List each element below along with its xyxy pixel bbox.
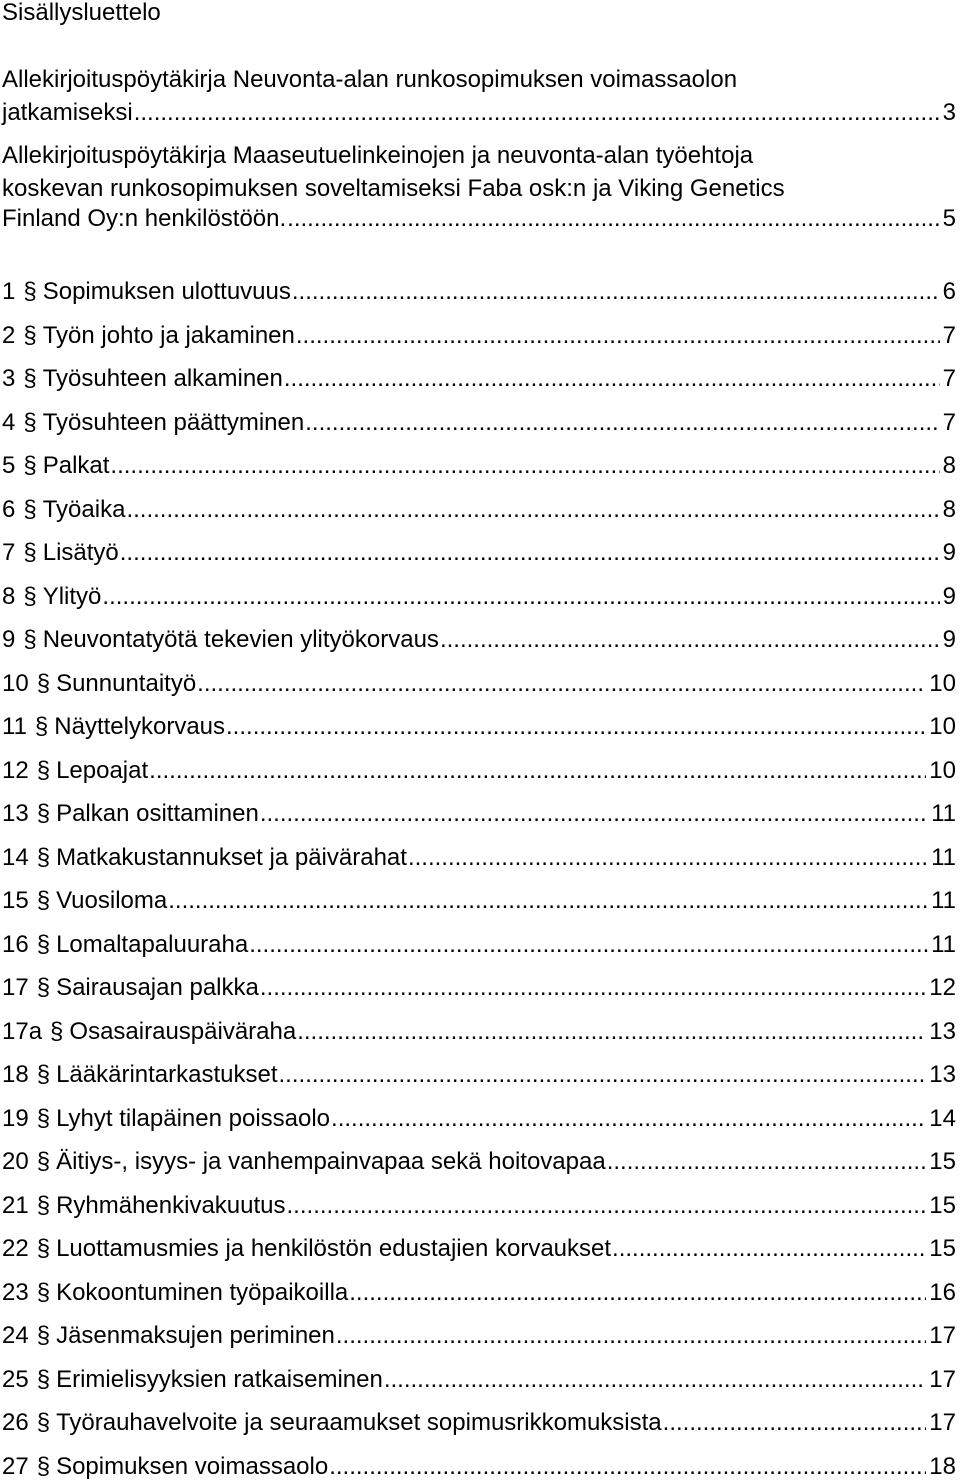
toc-entry-number: 2 <box>2 321 16 349</box>
dot-leader <box>134 98 940 128</box>
toc-entry-title: Ryhmähenkivakuutus <box>56 1191 286 1219</box>
section-sign-icon: § <box>36 1409 51 1436</box>
section-sign-icon: § <box>36 843 51 871</box>
toc-entry-title: Äitiys-, isyys- ja vanhempainvapaa sekä hoitovapaa <box>56 1148 606 1175</box>
dot-leader <box>287 1191 927 1221</box>
toc-entry[interactable] <box>2 843 956 873</box>
toc-entry[interactable] <box>2 538 956 568</box>
toc-entry-number: 17 <box>2 974 29 1001</box>
toc-entry[interactable] <box>2 669 956 699</box>
toc-page-number: 3 <box>942 99 956 126</box>
toc-page-number: 14 <box>929 1104 956 1132</box>
toc-page-number: 9 <box>942 582 956 610</box>
toc-entry-number: 5 <box>2 452 16 479</box>
dot-leader <box>297 1017 926 1047</box>
toc-intro-line: koskevan runkosopimuksen soveltamiseksi Faba osk:n ja Viking Genetics <box>2 175 785 202</box>
toc-entry[interactable] <box>2 321 956 351</box>
toc-entry[interactable] <box>2 930 956 960</box>
toc-entry-number: 1 <box>2 278 16 305</box>
toc-entry-title: Osasairauspäiväraha <box>69 1017 297 1045</box>
toc-entry-number: 22 <box>2 1235 29 1262</box>
dot-leader <box>260 973 926 1003</box>
toc-page-number: 9 <box>942 539 956 566</box>
toc-entry[interactable] <box>2 1017 956 1047</box>
section-sign-icon: § <box>36 1104 51 1132</box>
dot-leader <box>305 408 939 438</box>
toc-entry[interactable] <box>2 625 956 655</box>
toc-entry-number: 27 <box>2 1452 29 1480</box>
toc-entry[interactable] <box>2 582 956 612</box>
dot-leader <box>329 1452 926 1482</box>
toc-entry-number: 9 <box>2 626 16 653</box>
dot-leader <box>331 1104 926 1134</box>
toc-page-number: 15 <box>929 1191 956 1219</box>
section-sign-icon: § <box>23 495 37 523</box>
toc-entry-number: 12 <box>2 756 29 784</box>
section-sign-icon: § <box>23 539 37 566</box>
section-sign-icon: § <box>36 800 51 827</box>
toc-entry-number: 6 <box>2 495 16 523</box>
toc-entry[interactable] <box>2 712 956 742</box>
section-sign-icon: § <box>23 321 37 349</box>
section-sign-icon: § <box>36 1148 51 1175</box>
toc-page-number: 11 <box>931 930 956 958</box>
toc-entry-number: 3 <box>2 365 16 392</box>
toc-entry-title: Lepoajat <box>56 756 149 784</box>
toc-entry[interactable] <box>2 799 956 829</box>
section-sign-icon: § <box>50 1017 64 1045</box>
toc-entry[interactable] <box>2 1147 956 1177</box>
dot-leader <box>126 495 939 525</box>
toc-entry-number: 11 <box>2 713 27 740</box>
toc-page-number: 10 <box>929 669 956 697</box>
toc-page-number: 13 <box>929 1017 956 1045</box>
section-sign-icon: § <box>36 1365 51 1393</box>
toc-page-number: 11 <box>931 800 956 827</box>
toc-entry[interactable] <box>2 1234 956 1264</box>
toc-intro-entry[interactable] <box>2 98 956 128</box>
toc-entry-title: Näyttelykorvaus <box>54 713 226 740</box>
toc-heading: Sisällysluettelo <box>2 0 161 26</box>
toc-entry-number: 17a <box>2 1017 43 1045</box>
toc-entry-title: Sunnuntaityö <box>56 669 197 697</box>
toc-page-number: 6 <box>942 278 956 305</box>
toc-entry[interactable] <box>2 1321 956 1351</box>
section-sign-icon: § <box>36 669 51 697</box>
toc-entry-number: 7 <box>2 539 16 566</box>
section-sign-icon: § <box>23 365 37 392</box>
toc-entry[interactable] <box>2 1278 956 1308</box>
toc-page-number: 7 <box>942 408 956 436</box>
toc-entry-number: 18 <box>2 1061 29 1088</box>
dot-leader <box>284 364 940 394</box>
toc-page-number: 15 <box>929 1235 956 1262</box>
toc-entry-title: Ylityö <box>42 582 102 610</box>
section-sign-icon: § <box>36 1191 51 1219</box>
dot-leader <box>336 1321 926 1351</box>
dot-leader <box>197 669 926 699</box>
toc-entry-number: 26 <box>2 1409 29 1436</box>
toc-entry-number: 13 <box>2 800 29 827</box>
toc-entry-number: 4 <box>2 408 16 436</box>
toc-entry-number: 23 <box>2 1278 29 1306</box>
toc-entry[interactable] <box>2 1452 956 1482</box>
toc-intro-title: jatkamiseksi <box>2 99 133 126</box>
toc-entry-title: Työsuhteen päättyminen <box>42 408 305 436</box>
toc-entry-title: Lomaltapaluuraha <box>56 930 249 958</box>
toc-entry-number: 16 <box>2 930 29 958</box>
section-sign-icon: § <box>23 626 37 653</box>
toc-page-number: 10 <box>929 756 956 784</box>
toc-entry-title: Matkakustannukset ja päivärahat <box>56 843 407 871</box>
toc-intro-title: Finland Oy:n henkilöstöön. <box>2 205 287 232</box>
toc-entry-title: Vuosiloma <box>56 887 168 914</box>
toc-entry-number: 15 <box>2 887 29 914</box>
dot-leader <box>349 1278 926 1308</box>
toc-entry[interactable] <box>2 451 956 481</box>
section-sign-icon: § <box>36 1278 51 1306</box>
toc-entry-number: 8 <box>2 582 16 610</box>
toc-page-number: 8 <box>942 495 956 523</box>
toc-entry-number: 21 <box>2 1191 29 1219</box>
section-sign-icon: § <box>23 408 37 436</box>
section-sign-icon: § <box>36 1061 51 1088</box>
toc-entry[interactable] <box>2 886 956 916</box>
dot-leader <box>292 277 940 307</box>
toc-entry-title: Sairausajan palkka <box>56 974 259 1001</box>
toc-entry-title: Työrauhavelvoite ja seuraamukset sopimusrikkomuksista <box>56 1409 662 1436</box>
toc-entry-title: Lyhyt tilapäinen poissaolo <box>56 1104 331 1132</box>
dot-leader <box>168 886 928 916</box>
dot-leader <box>226 712 926 742</box>
toc-entry-title: Lisätyö <box>42 539 119 566</box>
toc-page-number: 17 <box>929 1409 956 1436</box>
dot-leader <box>663 1408 927 1438</box>
dot-leader <box>440 625 940 655</box>
dot-leader <box>384 1365 926 1395</box>
dot-leader <box>102 582 939 612</box>
toc-page-number: 10 <box>929 713 956 740</box>
dot-leader <box>279 1060 927 1090</box>
toc-entry-number: 10 <box>2 669 29 697</box>
toc-page-number: 8 <box>942 452 956 479</box>
toc-entry[interactable] <box>2 408 956 438</box>
toc-entry[interactable] <box>2 1408 956 1438</box>
section-sign-icon: § <box>23 582 37 610</box>
section-sign-icon: § <box>36 1235 51 1262</box>
toc-page-number: 18 <box>929 1452 956 1480</box>
toc-entry-title: Luottamusmies ja henkilöstön edustajien korvaukset <box>56 1235 612 1262</box>
toc-entry-number: 20 <box>2 1148 29 1175</box>
section-sign-icon: § <box>23 452 37 479</box>
toc-entry-title: Jäsenmaksujen periminen <box>56 1322 335 1349</box>
dot-leader <box>296 321 940 351</box>
section-sign-icon: § <box>36 756 51 784</box>
toc-entry[interactable] <box>2 1191 956 1221</box>
toc-intro-line: Allekirjoituspöytäkirja Maaseutuelinkeinojen ja neuvonta-alan työehtoja <box>2 142 754 169</box>
toc-entry-title: Palkan osittaminen <box>56 800 259 827</box>
toc-entry-title: Neuvontatyötä tekevien ylityökorvaus <box>42 626 439 653</box>
toc-entry[interactable] <box>2 756 956 786</box>
toc-page-number: 5 <box>942 205 956 232</box>
toc-entry-number: 19 <box>2 1104 29 1132</box>
toc-entry[interactable] <box>2 1060 956 1090</box>
dot-leader <box>607 1147 927 1177</box>
toc-intro-line: Allekirjoituspöytäkirja Neuvonta-alan runkosopimuksen voimassaolon <box>2 66 738 93</box>
toc-entry-title: Sopimuksen ulottuvuus <box>42 278 291 305</box>
dot-leader <box>612 1234 926 1264</box>
toc-entry[interactable] <box>2 495 956 525</box>
toc-page-number: 12 <box>929 974 956 1001</box>
section-sign-icon: § <box>36 887 51 914</box>
section-sign-icon: § <box>34 713 49 740</box>
dot-leader <box>408 843 928 873</box>
toc-page-number: 17 <box>929 1365 956 1393</box>
dot-leader <box>120 538 940 568</box>
toc-entry[interactable] <box>2 1104 956 1134</box>
toc-entry-title: Työaika <box>42 495 126 523</box>
toc-entry-number: 25 <box>2 1365 29 1393</box>
section-sign-icon: § <box>36 1322 51 1349</box>
dot-leader <box>260 799 928 829</box>
toc-page-number: 7 <box>942 365 956 392</box>
toc-page-number: 11 <box>931 887 956 914</box>
dot-leader <box>287 204 939 234</box>
section-sign-icon: § <box>36 1452 51 1480</box>
toc-entry-title: Työn johto ja jakaminen <box>42 321 295 349</box>
dot-leader <box>249 930 928 960</box>
toc-entry-number: 24 <box>2 1322 29 1349</box>
toc-entry[interactable] <box>2 1365 956 1395</box>
toc-entry-title: Kokoontuminen työpaikoilla <box>56 1278 349 1306</box>
toc-entry-number: 14 <box>2 843 29 871</box>
toc-entry[interactable] <box>2 277 956 307</box>
toc-entry-title: Erimielisyyksien ratkaiseminen <box>56 1365 383 1393</box>
toc-entry-title: Palkat <box>42 452 110 479</box>
toc-page-number: 16 <box>929 1278 956 1306</box>
toc-page-number: 9 <box>942 626 956 653</box>
toc-entry[interactable] <box>2 364 956 394</box>
toc-page-number: 13 <box>929 1061 956 1088</box>
dot-leader <box>110 451 939 481</box>
toc-page-number: 15 <box>929 1148 956 1175</box>
dot-leader <box>149 756 926 786</box>
toc-entry-title: Työsuhteen alkaminen <box>42 365 283 392</box>
toc-entry[interactable] <box>2 973 956 1003</box>
toc-intro-entry[interactable] <box>2 204 956 234</box>
toc-page-number: 7 <box>942 321 956 349</box>
section-sign-icon: § <box>36 974 51 1001</box>
toc-page-number: 17 <box>929 1322 956 1349</box>
toc-entry-title: Sopimuksen voimassaolo <box>56 1452 329 1480</box>
section-sign-icon: § <box>36 930 51 958</box>
toc-entry-title: Lääkärintarkastukset <box>56 1061 278 1088</box>
section-sign-icon: § <box>23 278 37 305</box>
toc-page-number: 11 <box>931 843 956 871</box>
